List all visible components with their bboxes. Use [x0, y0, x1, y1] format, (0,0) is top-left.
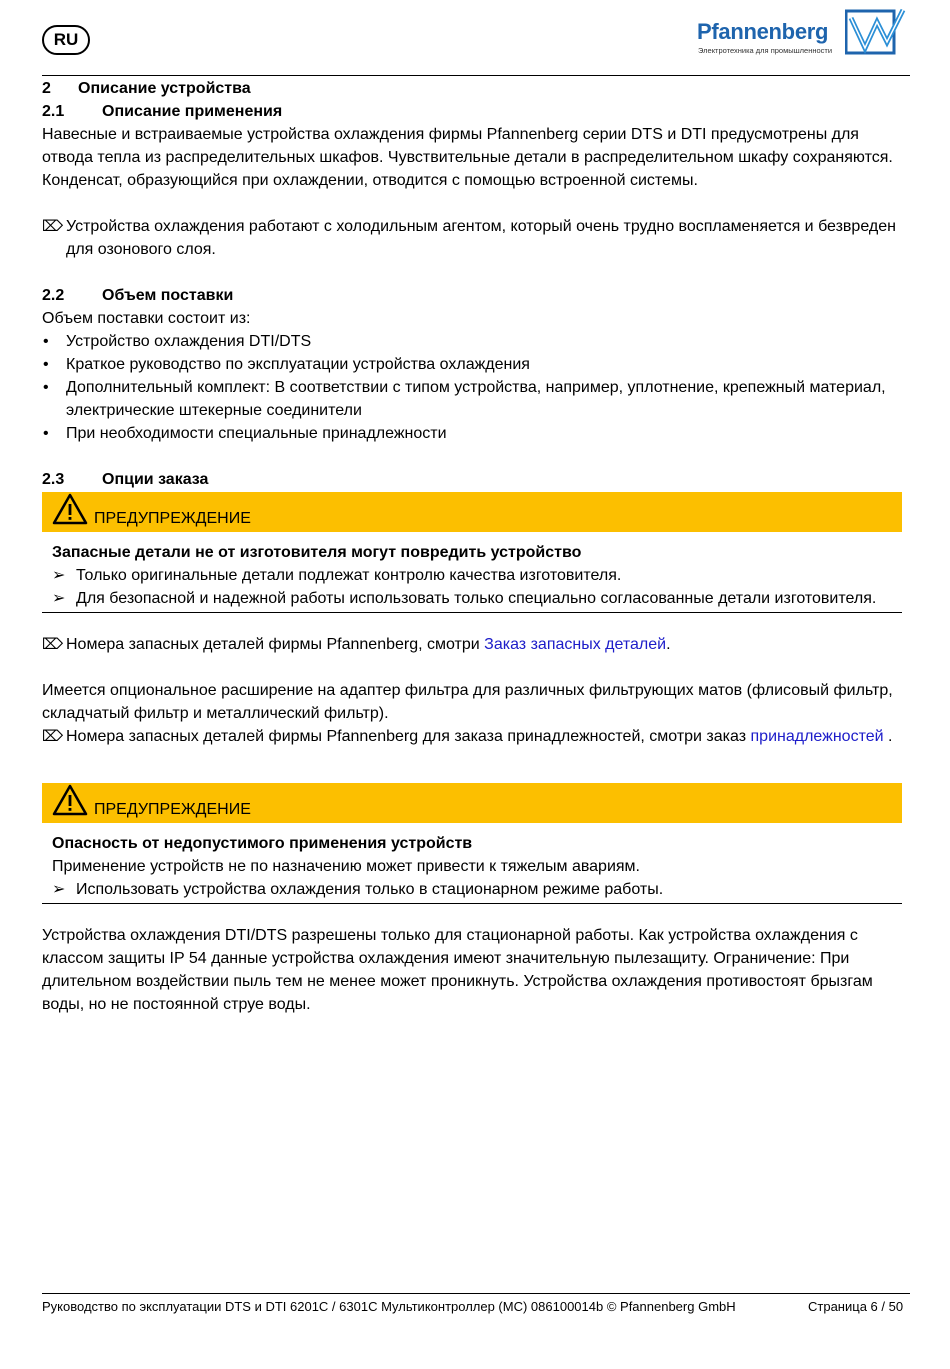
- filter-adapter-paragraph: Имеется опциональное расширение на адаптер фильтра для различных фильтрующих матов (флисовый фильтр, складчатый фильтр и металлический фильтр).: [42, 682, 893, 722]
- arrow-bullet-icon: ➢: [52, 881, 66, 898]
- warning-box-misuse: [42, 783, 902, 904]
- warning-title: Опасность от недопустимого применения устройств: [52, 835, 473, 852]
- logo-mark-icon: [845, 8, 907, 56]
- note-arrow-icon: ⌦: [42, 636, 64, 653]
- scope-list: [42, 330, 902, 445]
- list-item-text: Устройство охлаждения DTI/DTS: [66, 333, 312, 350]
- stationary-use-paragraph: Устройства охлаждения DTI/DTS разрешены только для стационарной работы. Как устройства охлаждения с классом защиты IP 54 данные устройства охлаждения имеют значительную пылезащиту. Ограничение: При длительном воздействии пыль тем не менее может проникнуть. Устройства охлаждения противостоят брызгам воды, но не постоянной струе воды.: [42, 927, 873, 1013]
- section-2-3-heading: [42, 468, 902, 491]
- list-item: [52, 564, 902, 587]
- warning-body: [42, 541, 902, 610]
- warning-triangle-icon: [52, 784, 88, 816]
- footer-divider: [42, 1293, 910, 1294]
- arrow-bullet-icon: ➢: [52, 590, 66, 607]
- warning-triangle-icon: [52, 493, 88, 525]
- section-title: Описание применения: [102, 103, 283, 120]
- refrigerant-note: [42, 215, 902, 261]
- note-end: .: [883, 728, 893, 745]
- list-item-text: Для безопасной и надежной работы использовать только специально согласованные детали изготовителя.: [76, 590, 877, 607]
- pfannenberg-logo: [694, 8, 910, 58]
- note-arrow-icon: ⌦: [42, 728, 64, 745]
- bullet-dot-icon: •: [43, 425, 49, 442]
- page-content: [42, 77, 902, 1016]
- list-item: [42, 353, 902, 376]
- section-number: 2.3: [42, 471, 65, 488]
- note-text: Номера запасных деталей фирмы Pfannenberg для заказа принадлежностей, смотри заказ: [66, 728, 751, 745]
- section-2-2-heading: [42, 284, 902, 307]
- list-item: [42, 422, 902, 445]
- section-2-heading: [42, 77, 902, 100]
- bullet-dot-icon: •: [43, 356, 49, 373]
- list-item-text: Использовать устройства охлаждения только в стационарном режиме работы.: [76, 881, 664, 898]
- language-badge: RU: [42, 25, 90, 55]
- logo-tagline: Электротехника для промышленности: [698, 46, 833, 55]
- accessories-note: [42, 725, 902, 748]
- section-title: Описание устройства: [78, 80, 251, 97]
- application-description: Навесные и встраиваемые устройства охлаждения фирмы Pfannenberg серии DTS и DTI предусмотрены для отвода тепла из распределительных шкафов. Чувствительные детали в распределительном шкафу сохраняются. Конденсат, образующийся при охлаждении, отводится с помощью встроенной системы.: [42, 126, 893, 189]
- footer-document-info: Руководство по эксплуатации DTS и DTI 6201C / 6301C Мультиконтроллер (MC) 086100014b © Pfannenberg GmbH: [42, 1299, 736, 1314]
- section-2-1-heading: [42, 100, 902, 123]
- list-item-text: Только оригинальные детали подлежат контролю качества изготовителя.: [76, 567, 622, 584]
- list-item: [52, 878, 902, 901]
- note-arrow-icon: ⌦: [42, 218, 64, 235]
- list-item-text: При необходимости специальные принадлежности: [66, 425, 447, 442]
- scope-intro: Объем поставки состоит из:: [42, 310, 251, 327]
- warning-actions: [52, 564, 902, 610]
- note-end: .: [666, 636, 671, 653]
- header-divider: [42, 75, 910, 76]
- list-item: [42, 376, 902, 422]
- note-text: Номера запасных деталей фирмы Pfannenberg, смотри: [66, 636, 485, 653]
- section-number: 2.1: [42, 103, 65, 120]
- warning-body: [42, 832, 902, 901]
- list-item-text: Дополнительный комплект: В соответствии с типом устройства, например, уплотнение, крепежный материал, электрические штекерные соединители: [66, 379, 886, 419]
- bullet-dot-icon: •: [43, 379, 49, 396]
- warning-label: ПРЕДУПРЕЖДЕНИЕ: [94, 801, 251, 818]
- section-number: 2: [42, 80, 51, 97]
- bullet-dot-icon: •: [43, 333, 49, 350]
- warning-bar: [42, 783, 902, 823]
- warning-text: Применение устройств не по назначению может привести к тяжелым авариям.: [52, 858, 640, 875]
- list-item: [52, 587, 902, 610]
- warning-title: Запасные детали не от изготовителя могут повредить устройство: [52, 544, 582, 561]
- note-text: Устройства охлаждения работают с холодильным агентом, который очень трудно воспламеняется и безвреден для озонового слоя.: [66, 218, 896, 258]
- section-title: Объем поставки: [102, 287, 234, 304]
- warning-bar: [42, 492, 902, 532]
- list-item: [42, 330, 902, 353]
- accessories-order-link[interactable]: принадлежностей: [750, 728, 884, 745]
- warning-box-spare-parts: [42, 492, 902, 613]
- arrow-bullet-icon: ➢: [52, 567, 66, 584]
- spare-parts-note: [42, 633, 902, 656]
- page-number: Страница 6 / 50: [808, 1299, 904, 1314]
- list-item-text: Краткое руководство по эксплуатации устройства охлаждения: [66, 356, 530, 373]
- spare-parts-order-link[interactable]: Заказ запасных деталей: [484, 636, 667, 653]
- warning-actions: [52, 878, 902, 901]
- logo-name: Pfannenberg: [697, 19, 829, 44]
- section-title: Опции заказа: [102, 471, 209, 488]
- warning-label: ПРЕДУПРЕЖДЕНИЕ: [94, 510, 251, 527]
- section-number: 2.2: [42, 287, 65, 304]
